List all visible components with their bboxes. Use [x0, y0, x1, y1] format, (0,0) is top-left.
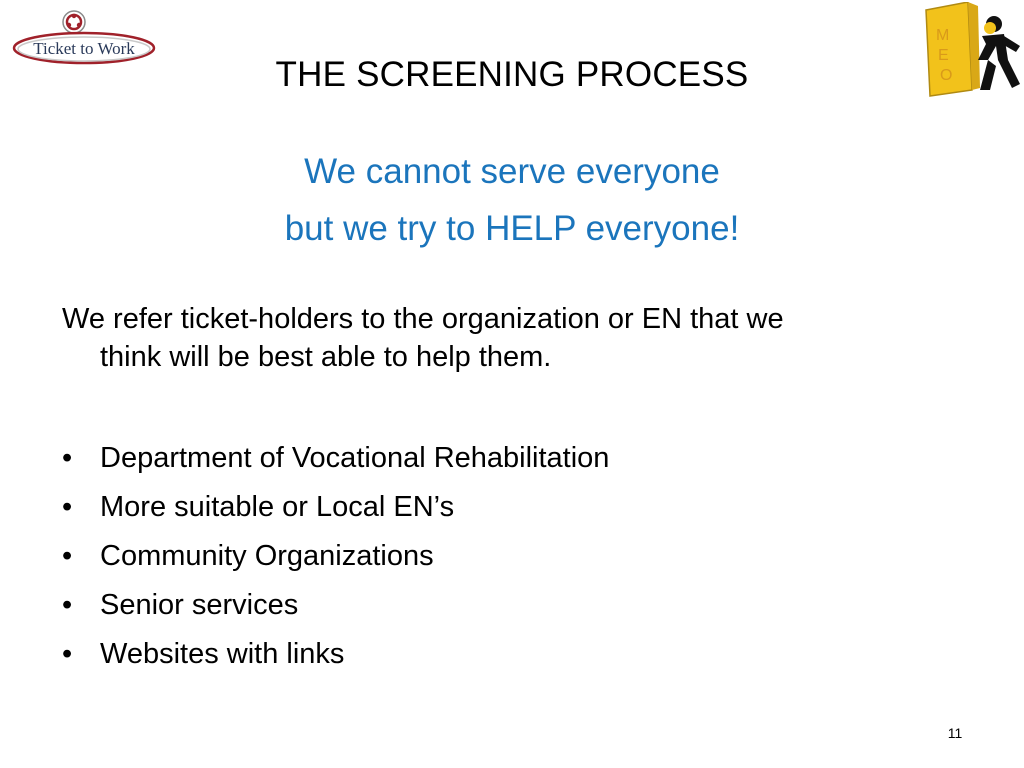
list-item-label: Senior services [100, 589, 299, 621]
list-item [62, 485, 609, 534]
list-item-label: More suitable or Local EN’s [100, 491, 455, 523]
meo-letter-o: O [940, 67, 953, 84]
bullet-icon: • [62, 638, 73, 670]
intro-paragraph [62, 300, 962, 376]
subtitle-line-1: We cannot serve everyone [304, 152, 720, 191]
page-number: 11 [947, 725, 963, 741]
meo-letter-e: E [938, 47, 949, 64]
list-item-label: Department of Vocational Rehabilitation [100, 442, 610, 474]
list-item [62, 583, 609, 632]
list-item [62, 632, 609, 681]
bullet-list [62, 436, 609, 681]
intro-paragraph-line-2: think will be best able to help them. [100, 341, 552, 373]
list-item-label: Community Organizations [100, 540, 434, 572]
intro-paragraph-line-1: We refer ticket-holders to the organization or EN that we [62, 303, 784, 335]
subtitle-line-2: but we try to HELP everyone! [284, 209, 740, 248]
page-title: THE SCREENING PROCESS [275, 55, 749, 94]
list-item [62, 534, 609, 583]
list-item [62, 436, 609, 485]
ticket-to-work-logo-text: Ticket to Work [33, 39, 135, 58]
list-item-label: Websites with links [100, 638, 345, 670]
meo-letter-m: M [936, 27, 950, 44]
bullet-icon: • [62, 540, 73, 572]
bullet-icon: • [62, 589, 73, 621]
bullet-icon: • [62, 442, 73, 474]
bullet-icon: • [62, 491, 73, 523]
